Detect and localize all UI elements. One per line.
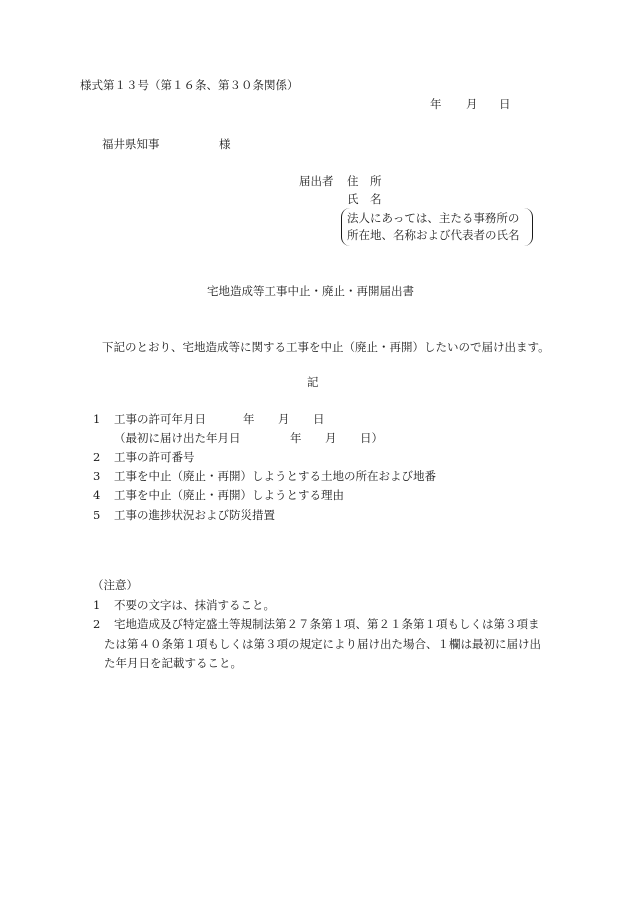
addressee-honorific: 様 bbox=[219, 137, 231, 151]
note-2-line-2: たは第４０条第１項もしくは第３項の規定により届け出た場合、１欄は最初に届け出 bbox=[104, 637, 541, 651]
item-2-number: 2 bbox=[93, 450, 101, 464]
item-4-text: 工事を中止（廃止・再開）しようとする理由 bbox=[114, 488, 344, 502]
document-title: 宅地造成等工事中止・廃止・再開届出書 bbox=[207, 284, 414, 298]
item-1-sub-year: 年 bbox=[290, 431, 302, 445]
item-1-month: 月 bbox=[278, 412, 290, 426]
item-2-text: 工事の許可番号 bbox=[114, 450, 195, 464]
notes-heading: （注意） bbox=[92, 578, 138, 592]
intro-text: 下記のとおり、宅地造成等に関する工事を中止（廃止・再開）したいので届け出ます。 bbox=[102, 340, 550, 354]
date-day-label: 日 bbox=[499, 97, 511, 111]
ki-label: 記 bbox=[307, 375, 319, 389]
date-month-label: 月 bbox=[466, 97, 478, 111]
item-1-text: 工事の許可年月日 bbox=[114, 412, 206, 426]
note-2-number: 2 bbox=[93, 617, 101, 631]
corporate-note-bracket bbox=[341, 208, 533, 246]
item-1-day: 日 bbox=[313, 412, 325, 426]
form-number: 様式第１３号（第１６条、第３０条関係） bbox=[80, 78, 299, 92]
note-2-line-1: 宅地造成及び特定盛土等規制法第２７条第１項、第２１条第１項もしくは第３項ま bbox=[114, 617, 540, 631]
addressee-name: 福井県知事 bbox=[102, 137, 160, 151]
item-1-sub-day: 日） bbox=[360, 431, 383, 445]
note-2-line-3: た年月日を記載すること。 bbox=[104, 656, 242, 670]
date-year-label: 年 bbox=[430, 97, 442, 111]
corporate-note-line-1: 法人にあっては、主たる事務所の bbox=[347, 211, 520, 225]
item-3-text: 工事を中止（廃止・再開）しようとする土地の所在および地番 bbox=[114, 469, 436, 483]
item-1-number: 1 bbox=[93, 412, 101, 426]
corporate-note-line-2: 所在地、名称および代表者の氏名 bbox=[347, 228, 520, 242]
note-1-number: 1 bbox=[93, 598, 101, 612]
item-1-sub-month: 月 bbox=[325, 431, 337, 445]
item-5-number: 5 bbox=[93, 508, 101, 522]
item-3-number: 3 bbox=[93, 469, 101, 483]
item-4-number: 4 bbox=[93, 488, 101, 502]
item-1-sub-text: （最初に届け出た年月日 bbox=[114, 431, 241, 445]
notifier-label: 届出者 bbox=[299, 174, 334, 188]
address-label: 住 所 bbox=[347, 174, 382, 188]
note-1-text: 不要の文字は、抹消すること。 bbox=[114, 598, 275, 612]
name-label: 氏 名 bbox=[347, 192, 382, 206]
item-5-text: 工事の進捗状況および防災措置 bbox=[114, 508, 275, 522]
item-1-year: 年 bbox=[243, 412, 255, 426]
